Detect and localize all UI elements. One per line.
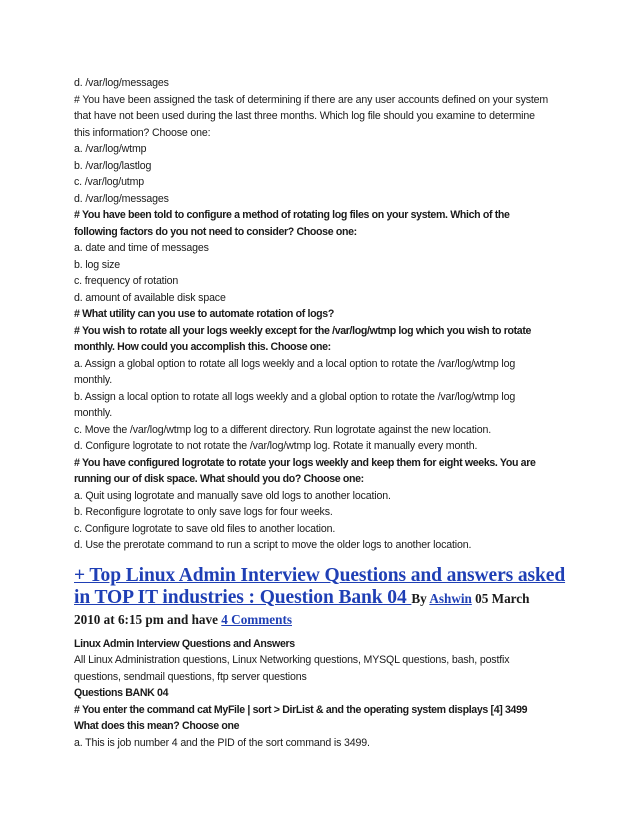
document-page xyxy=(74,75,574,751)
text-line: d. Configure logrotate to not rotate the /var/log/wtmp log. Rotate it manually every month. xyxy=(74,440,478,452)
text-line: d. Use the prerotate command to run a script to move the older logs to another location. xyxy=(74,539,472,551)
text-line: a. Assign a global option to rotate all logs weekly and a local option to rotate the /var/log/wtmp log xyxy=(74,357,516,370)
question-line: Questions BANK 04 xyxy=(74,687,169,699)
text-line: c. /var/log/utmp xyxy=(74,176,145,188)
question-line: running our of disk space. What should you do? Choose one: xyxy=(74,473,364,485)
text-line: b. Assign a local option to rotate all logs weekly and a global option to rotate the /var/log/wtmp log xyxy=(74,390,516,403)
text-line: c. Move the /var/log/wtmp log to a different directory. Run logrotate against the new location. xyxy=(74,423,491,436)
question-list-top xyxy=(74,75,574,554)
post-date-part1: 05 March xyxy=(471,590,530,606)
text-line: All Linux Administration questions, Linux Networking questions, MYSQL questions, bash, postfix xyxy=(74,654,510,666)
text-line: this information? Choose one: xyxy=(74,126,211,139)
question-line: # You have configured logrotate to rotate your logs weekly and keep them for eight weeks. You are xyxy=(74,456,536,469)
text-line: b. Reconfigure logrotate to only save logs for four weeks. xyxy=(74,506,333,518)
post-title-link-line1[interactable]: + Top Linux Admin Interview Questions and answers asked xyxy=(74,564,566,586)
question-line: What does this mean? Choose one xyxy=(74,720,240,732)
question-line: # You wish to rotate all your logs weekly except for the /var/log/wtmp log which you wish to rotate xyxy=(74,324,532,337)
question-line: following factors do you not need to consider? Choose one: xyxy=(74,225,357,238)
comments-link[interactable]: 4 Comments xyxy=(221,611,292,627)
text-line: a. /var/log/wtmp xyxy=(74,143,147,155)
text-line: that have not been used during the last three months. Which log file should you examine to determine xyxy=(74,110,535,122)
text-line: b. log size xyxy=(74,258,121,271)
question-line: Linux Admin Interview Questions and Answers xyxy=(74,637,295,650)
question-line: monthly. How could you accomplish this. Choose one: xyxy=(74,341,331,353)
question-line: # What utility can you use to automate rotation of logs? xyxy=(74,308,334,320)
text-line: c. Configure logrotate to save old files to another location. xyxy=(74,522,336,535)
question-line: # You have been told to configure a method of rotating log files on your system. Which of the xyxy=(74,209,510,221)
text-line: a. This is job number 4 and the PID of the sort command is 3499. xyxy=(74,736,370,749)
text-line: # You have been assigned the task of determining if there are any user accounts defined on your system xyxy=(74,93,549,106)
by-label: By xyxy=(411,590,430,606)
text-line: d. /var/log/messages xyxy=(74,77,169,89)
question-line: # You enter the command cat MyFile | sort > DirList & and the operating system displays [4] 3499 xyxy=(74,703,528,716)
text-line: a. date and time of messages xyxy=(74,242,209,254)
post-heading xyxy=(74,565,574,630)
text-line: monthly. xyxy=(74,374,113,386)
post-title-link-line2[interactable]: in TOP IT industries : Question Bank 04 xyxy=(74,586,412,608)
author-link[interactable]: Ashwin xyxy=(429,590,472,606)
question-list-bottom xyxy=(74,636,574,752)
text-line: questions, sendmail questions, ftp server questions xyxy=(74,670,307,683)
text-line: c. frequency of rotation xyxy=(74,275,179,287)
text-line: a. Quit using logrotate and manually save old logs to another location. xyxy=(74,489,391,502)
text-line: monthly. xyxy=(74,407,113,419)
text-line: d. /var/log/messages xyxy=(74,192,169,205)
text-line: d. amount of available disk space xyxy=(74,291,226,304)
post-date-part2: 2010 at 6:15 pm and have xyxy=(74,611,222,627)
text-line: b. /var/log/lastlog xyxy=(74,159,152,172)
